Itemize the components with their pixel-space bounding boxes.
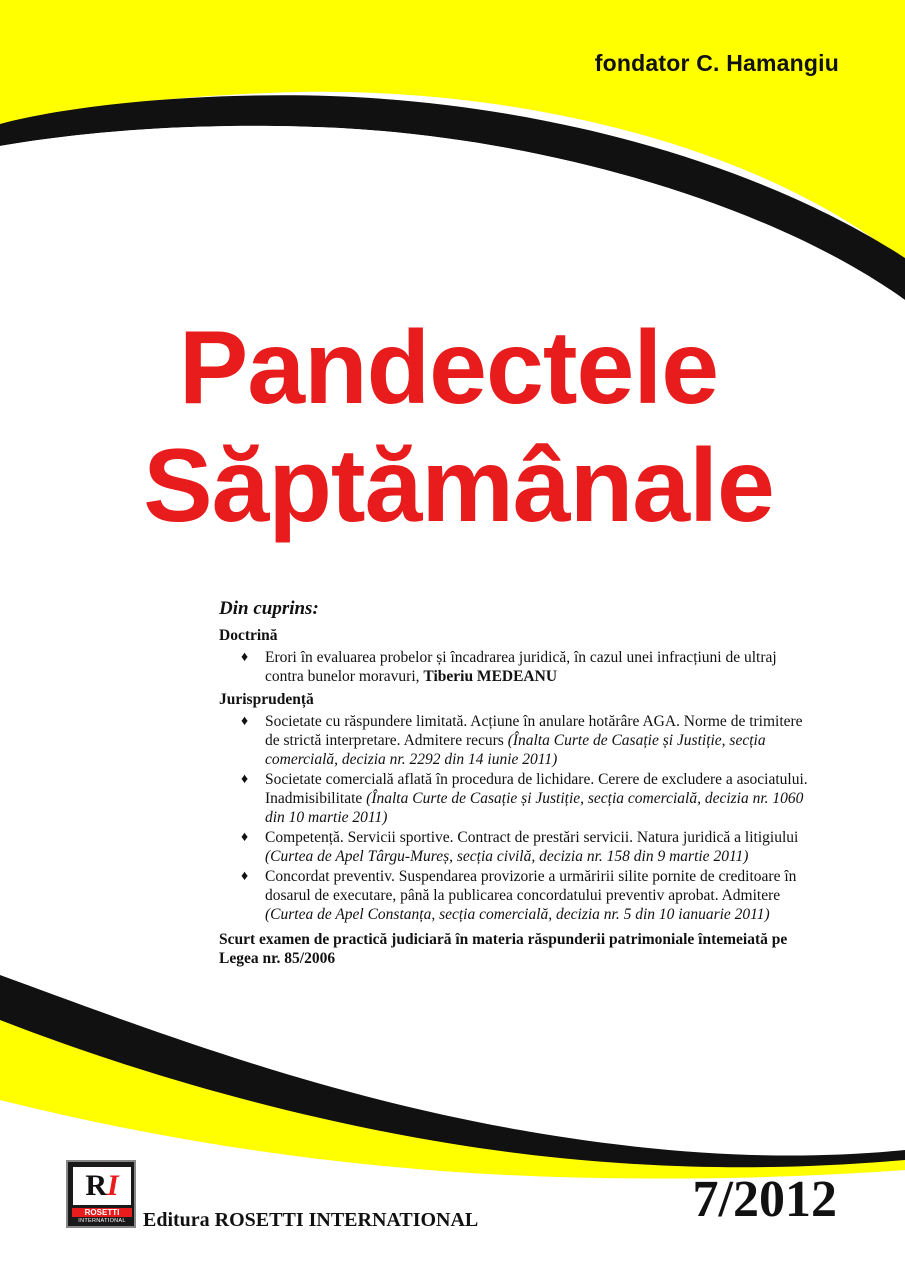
item-text: Societate cu răspundere limitată. Acțiune în anulare hotărâre AGA. Norme de trimitere de strictă interpretare. Admitere recurs bbox=[265, 713, 803, 749]
section-doctrina: Doctrină bbox=[219, 627, 278, 644]
logo-letter-r: R bbox=[85, 1169, 107, 1202]
title-line-1: Pandectele bbox=[178, 310, 719, 426]
title-line-2: Săptămânale bbox=[143, 428, 774, 544]
item-reference: (Înalta Curte de Casație și Justiție, secția comercială, decizia nr. 2292 din 14 iunie 2011) bbox=[265, 732, 766, 768]
diamond-bullet-icon: ♦ bbox=[241, 714, 249, 729]
table-of-contents bbox=[219, 598, 819, 968]
founder-line: fondator C. Hamangiu bbox=[594, 50, 839, 76]
item-text: Competență. Servicii sportive. Contract de prestări servicii. Natura juridică a litigiului bbox=[265, 829, 799, 846]
diamond-bullet-icon: ♦ bbox=[241, 650, 249, 665]
item-reference: (Curtea de Apel Târgu-Mureș, secția civilă, decizia nr. 158 din 9 martie 2011) bbox=[265, 848, 749, 865]
jurisprudenta-list bbox=[219, 712, 819, 924]
list-item bbox=[219, 712, 819, 769]
contents-heading: Din cuprins: bbox=[219, 598, 319, 619]
item-text: Concordat preventiv. Suspendarea provizorie a urmăririi silite pornite de creditoare în dosarul de executare, până la publicarea concordatului preventiv aprobat. Admitere bbox=[265, 868, 797, 904]
doctrina-list bbox=[219, 648, 819, 686]
item-text: Erori în evaluarea probelor și încadrarea juridică, în cazul unei infracțiuni de ultraj contra bunelor moravuri, bbox=[265, 649, 777, 685]
list-item bbox=[219, 828, 819, 866]
logo-mark bbox=[73, 1167, 131, 1205]
section-jurisprudenta: Jurisprudență bbox=[219, 691, 314, 708]
list-item bbox=[219, 867, 819, 924]
list-item bbox=[219, 770, 819, 827]
study-title: Scurt examen de practică judiciară în materia răspunderii patrimoniale întemeiată pe Legea nr. 85/2006 bbox=[219, 931, 788, 967]
logo-band: ROSETTI bbox=[72, 1208, 132, 1217]
item-reference: (Curtea de Apel Constanța, secția comercială, decizia nr. 5 din 10 ianuarie 2011) bbox=[265, 906, 770, 923]
diamond-bullet-icon: ♦ bbox=[241, 869, 249, 884]
publisher-name: Editura ROSETTI INTERNATIONAL bbox=[143, 1209, 479, 1231]
publisher-logo bbox=[66, 1160, 136, 1228]
diamond-bullet-icon: ♦ bbox=[241, 772, 249, 787]
item-reference: (Înalta Curte de Casație și Justiție, secția comercială, decizia nr. 1060 din 10 martie 2011) bbox=[265, 790, 804, 826]
list-item bbox=[219, 648, 819, 686]
item-author: Tiberiu MEDEANU bbox=[423, 668, 558, 685]
diamond-bullet-icon: ♦ bbox=[241, 830, 249, 845]
issue-number: 7/2012 bbox=[692, 1171, 837, 1228]
logo-letter-i: I bbox=[106, 1169, 119, 1202]
logo-subband: INTERNATIONAL bbox=[78, 1218, 126, 1224]
item-text: Societate comercială aflată în procedura de lichidare. Cerere de excludere a asociatului. Inadmisibilitate bbox=[265, 771, 808, 807]
